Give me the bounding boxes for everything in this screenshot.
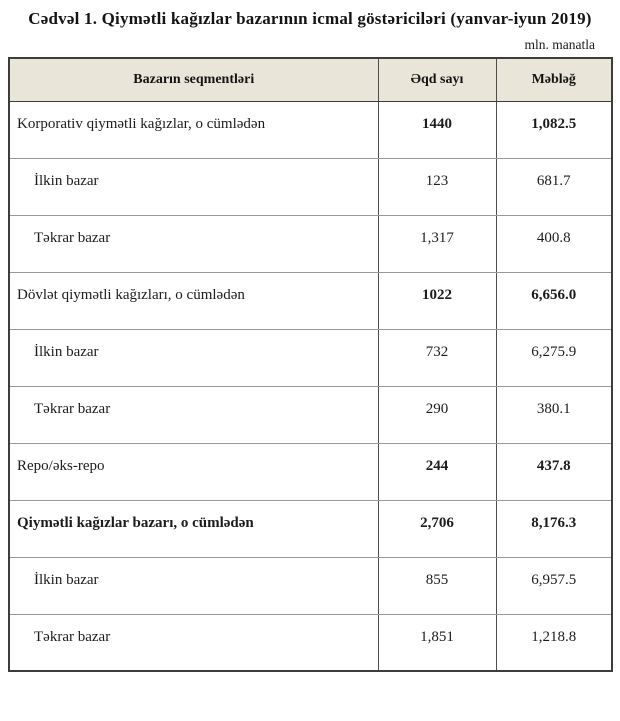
segment-cell: İlkin bazar <box>9 557 378 614</box>
deals-cell: 1440 <box>378 101 496 158</box>
table-row <box>9 386 612 443</box>
table-row <box>9 158 612 215</box>
table-row <box>9 101 612 158</box>
deals-cell: 2,706 <box>378 500 496 557</box>
deals-cell: 732 <box>378 329 496 386</box>
table-row-total <box>9 500 612 557</box>
deals-cell: 123 <box>378 158 496 215</box>
segment-cell: Repo/əks-repo <box>9 443 378 500</box>
segment-cell: Təkrar bazar <box>9 215 378 272</box>
amount-cell: 6,656.0 <box>496 272 612 329</box>
amount-cell: 8,176.3 <box>496 500 612 557</box>
segment-cell: Qiymətli kağızlar bazarı, o cümlədən <box>9 500 378 557</box>
table-row <box>9 329 612 386</box>
amount-cell: 400.8 <box>496 215 612 272</box>
table-row <box>9 272 612 329</box>
table-body <box>9 101 612 671</box>
segment-cell: İlkin bazar <box>9 158 378 215</box>
amount-cell: 6,957.5 <box>496 557 612 614</box>
amount-cell: 1,218.8 <box>496 614 612 671</box>
segment-cell: Təkrar bazar <box>9 386 378 443</box>
amount-cell: 380.1 <box>496 386 612 443</box>
table-row <box>9 557 612 614</box>
page-title: Cədvəl 1. Qiymətli kağızlar bazarının icmal göstəriciləri (yanvar-iyun 2019) <box>28 9 592 28</box>
amount-cell: 6,275.9 <box>496 329 612 386</box>
unit-note: mln. manatla <box>524 37 595 52</box>
deals-cell: 855 <box>378 557 496 614</box>
table-row <box>9 443 612 500</box>
table-row <box>9 215 612 272</box>
amount-cell: 1,082.5 <box>496 101 612 158</box>
header-amount: Məbləğ <box>496 58 612 101</box>
securities-market-table <box>8 57 613 672</box>
header-row <box>9 58 612 101</box>
segment-cell: Dövlət qiymətli kağızları, o cümlədən <box>9 272 378 329</box>
segment-cell: İlkin bazar <box>9 329 378 386</box>
deals-cell: 290 <box>378 386 496 443</box>
header-segment: Bazarın seqmentləri <box>9 58 378 101</box>
deals-cell: 1,317 <box>378 215 496 272</box>
header-deals: Əqd sayı <box>378 58 496 101</box>
deals-cell: 1022 <box>378 272 496 329</box>
deals-cell: 244 <box>378 443 496 500</box>
table-row <box>9 614 612 671</box>
amount-cell: 681.7 <box>496 158 612 215</box>
segment-cell: Təkrar bazar <box>9 614 378 671</box>
deals-cell: 1,851 <box>378 614 496 671</box>
table-header <box>9 58 612 101</box>
segment-cell: Korporativ qiymətli kağızlar, o cümlədən <box>9 101 378 158</box>
amount-cell: 437.8 <box>496 443 612 500</box>
